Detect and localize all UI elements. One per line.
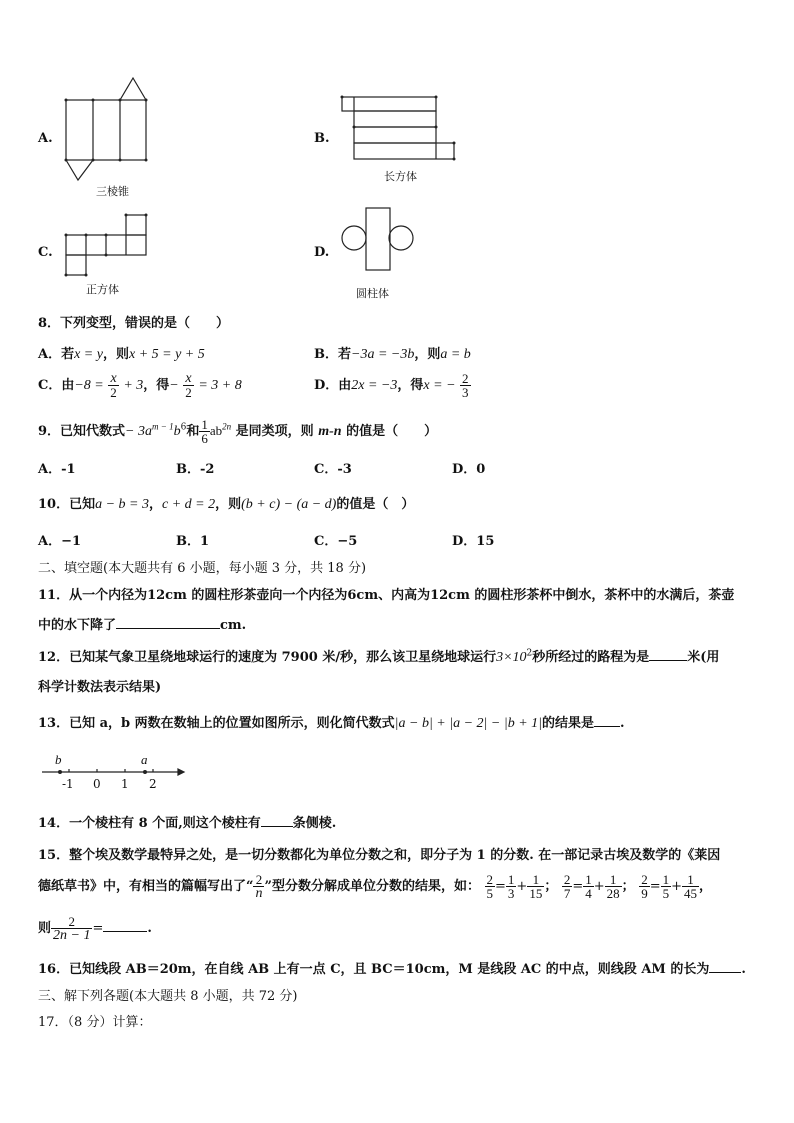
option-c-label: C. bbox=[38, 245, 53, 260]
q10-option-b: B．1 bbox=[176, 534, 210, 549]
q11-line1: 11．从一个内径为12cm 的圆柱形茶壶向一个内径为6cm、内高为12cm 的圆柱形茶杯中倒水，茶杯中的水满后，茶壶 bbox=[38, 588, 735, 603]
point-b-label: b bbox=[55, 752, 62, 767]
q9-stem: 9．已知代数式− $3a^{m - 1}b^6$和 $\frac{1}{6}$ $ab^{2n}$ 是同类项，则 m-n 的值是（ ） bbox=[38, 417, 438, 446]
tick-label-neg1: -1 bbox=[62, 777, 74, 791]
q10-stem: 10．已知a − b = 3，c + d = 2，则(b + c) − (a − d)的值是（ ） bbox=[38, 497, 415, 512]
q8-option-c: C．由−8 = $\frac{x}{2}$ + 3，得− $\frac{x}{2}$ = 3 + 8 bbox=[38, 371, 242, 400]
q10-option-d: D．15 bbox=[452, 534, 495, 549]
q14-stem: 14．一个棱柱有 8 个面,则这个棱柱有 条侧棱. bbox=[38, 816, 337, 831]
option-a-label: A. bbox=[38, 131, 53, 146]
number-line bbox=[40, 752, 190, 796]
q8-option-a: A．若x = y，则x + 5 = y + 5 bbox=[38, 347, 205, 362]
q17-stem: 17．（8 分）计算： bbox=[38, 1015, 152, 1030]
caption-cylinder: 圆柱体 bbox=[356, 288, 389, 300]
section-3-heading: 三、解下列各题(本大题共 8 小题，共 72 分) bbox=[38, 989, 298, 1004]
q8-option-d: D．由2x = −3，得x = − $\frac{2}{3}$ bbox=[314, 371, 469, 400]
q15-line2: 德纸草书》中，有相当的篇幅写出了“ $\frac{2}{n}$ ”型分数分解成单位分数的结果，如： $\frac{2}{5}$ = $\frac{1}{3}$ + $\frac{1}{15}$ ； $\frac{2}{7}$ = $\frac{1}{4}$ + $\frac{1}{28}$ ； $\frac{2}{9}$ = $\frac{1}{5}$ + $\frac{1}{45}$ ， bbox=[38, 872, 713, 901]
q15-answer-blank bbox=[103, 919, 147, 932]
q10-option-a: A．−1 bbox=[38, 534, 82, 549]
q14-answer-blank bbox=[261, 814, 293, 827]
q9-option-a: A．-1 bbox=[38, 462, 76, 477]
q11-answer-blank bbox=[116, 616, 220, 629]
caption-cube: 正方体 bbox=[86, 284, 119, 296]
q12-line1: 12．已知某气象卫星绕地球运行的速度为 7900 米/秒，那么该卫星绕地球运行$3\times 10^2$秒所经过的路程为是 米(用 bbox=[38, 648, 720, 665]
section-2-heading: 二、填空题(本大题共有 6 小题，每小题 3 分，共 18 分) bbox=[38, 561, 367, 576]
q9-option-c: C．-3 bbox=[314, 462, 352, 477]
q15-line1: 15．整个埃及数学最特异之处，是一切分数都化为单位分数之和，即分子为 1 的分数. 在一部记录古埃及数学的《莱因 bbox=[38, 848, 721, 863]
figure-a bbox=[60, 75, 160, 200]
q16-stem: 16．已知线段 AB＝20m，在自线 AB 上有一点 C，且 BC＝10cm，M 是线段 AC 的中点，则线段 AM 的长为 . bbox=[38, 962, 746, 977]
q10-option-c: C．−5 bbox=[314, 534, 358, 549]
q11-line2: 中的水下降了 cm. bbox=[38, 618, 247, 633]
caption-triangular-pyramid: 三棱锥 bbox=[96, 186, 129, 198]
q12-answer-blank bbox=[649, 648, 687, 661]
q15-line3: 则 $\frac{2}{2n - 1}$ = . bbox=[38, 914, 152, 943]
q13-stem: 13．已知 a，b 两数在数轴上的位置如图所示，则化简代数式|a − b| + |a − 2| − |b + 1|的结果是 . bbox=[38, 716, 625, 731]
tick-label-2: 2 bbox=[149, 777, 157, 791]
triangular-pyramid-net-diagram bbox=[60, 75, 160, 200]
caption-cuboid: 长方体 bbox=[384, 171, 417, 183]
point-a-label: a bbox=[141, 752, 148, 767]
q13-answer-blank bbox=[594, 714, 620, 727]
figure-d bbox=[338, 202, 418, 302]
option-d-label: D. bbox=[314, 245, 330, 260]
figure-c bbox=[60, 205, 160, 297]
q12-line2: 科学计数法表示结果) bbox=[38, 680, 162, 695]
tick-label-1: 1 bbox=[121, 777, 129, 791]
tick-label-0: 0 bbox=[93, 777, 101, 791]
q9-option-b: B．-2 bbox=[176, 462, 215, 477]
q16-answer-blank bbox=[709, 960, 741, 973]
q8-option-b: B．若−3a = −3b，则a = b bbox=[314, 347, 471, 362]
option-b-label: B. bbox=[314, 131, 330, 146]
q8-stem: 8．下列变型，错误的是（ ） bbox=[38, 316, 230, 331]
q9-option-d: D．0 bbox=[452, 462, 486, 477]
figure-b bbox=[338, 92, 460, 184]
